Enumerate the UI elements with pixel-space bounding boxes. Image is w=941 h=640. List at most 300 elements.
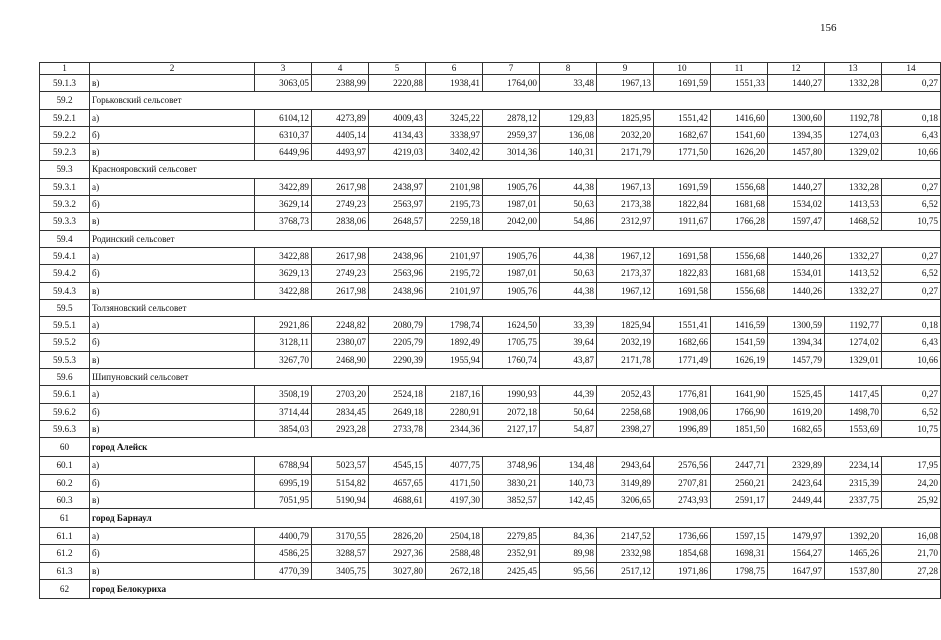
- value-cell: 1905,76: [483, 178, 540, 195]
- value-cell: 2352,91: [483, 545, 540, 562]
- value-cell: 2504,18: [426, 528, 483, 545]
- value-cell: 2617,98: [312, 247, 369, 264]
- value-cell: 2703,20: [312, 386, 369, 403]
- value-cell: 1682,66: [654, 334, 711, 351]
- value-cell: 1681,68: [711, 196, 768, 213]
- value-cell: 1556,68: [711, 282, 768, 299]
- value-cell: 2195,72: [426, 265, 483, 282]
- value-cell: 2588,48: [426, 545, 483, 562]
- section-title: Толзяновский сельсовет: [90, 299, 941, 316]
- value-cell: 1736,66: [654, 528, 711, 545]
- table-row: [40, 351, 941, 368]
- section-title: город Барнаул: [90, 509, 941, 528]
- value-cell: 2205,79: [369, 334, 426, 351]
- value-cell: 2943,64: [597, 457, 654, 474]
- table-row: [40, 334, 941, 351]
- value-cell: 2438,97: [369, 178, 426, 195]
- value-cell: 3014,36: [483, 144, 540, 161]
- section-row: [40, 230, 941, 247]
- value-cell: 2923,28: [312, 420, 369, 437]
- value-cell: 1990,93: [483, 386, 540, 403]
- row-code: 59.6.3: [40, 420, 90, 437]
- value-cell: 1534,01: [768, 265, 825, 282]
- value-cell: 1798,74: [426, 317, 483, 334]
- value-cell: 44,38: [540, 178, 597, 195]
- value-cell: 2468,90: [312, 351, 369, 368]
- value-cell: 2280,91: [426, 403, 483, 420]
- value-cell: 1192,77: [825, 317, 882, 334]
- value-cell: 1967,13: [597, 178, 654, 195]
- value-cell: 2749,23: [312, 265, 369, 282]
- value-cell: 2171,79: [597, 144, 654, 161]
- value-cell: 1641,90: [711, 386, 768, 403]
- row-variant: б): [90, 196, 255, 213]
- value-cell: 4770,39: [255, 562, 312, 579]
- row-variant: а): [90, 457, 255, 474]
- value-cell: 1457,80: [768, 144, 825, 161]
- value-cell: 6104,12: [255, 109, 312, 126]
- section-title: Родинский сельсовет: [90, 230, 941, 247]
- row-code: 59.6.1: [40, 386, 90, 403]
- value-cell: 1551,41: [654, 317, 711, 334]
- table-row: [40, 282, 941, 299]
- value-cell: 3422,88: [255, 247, 312, 264]
- value-cell: 2425,45: [483, 562, 540, 579]
- value-cell: 2447,71: [711, 457, 768, 474]
- value-cell: 1822,83: [654, 265, 711, 282]
- value-cell: 1525,45: [768, 386, 825, 403]
- value-cell: 1619,20: [768, 403, 825, 420]
- table-row: [40, 109, 941, 126]
- value-cell: 4273,89: [312, 109, 369, 126]
- section-code: 60: [40, 438, 90, 457]
- value-cell: 1691,58: [654, 282, 711, 299]
- row-code: 60.2: [40, 474, 90, 491]
- value-cell: 17,95: [882, 457, 941, 474]
- value-cell: 2449,44: [768, 491, 825, 508]
- value-cell: 4493,97: [312, 144, 369, 161]
- value-cell: 1996,89: [654, 420, 711, 437]
- value-cell: 2617,98: [312, 282, 369, 299]
- value-cell: 3830,21: [483, 474, 540, 491]
- section-code: 62: [40, 580, 90, 599]
- value-cell: 1274,03: [825, 126, 882, 143]
- value-cell: 6449,96: [255, 144, 312, 161]
- value-cell: 0,27: [882, 282, 941, 299]
- value-cell: 3245,22: [426, 109, 483, 126]
- value-cell: 1911,67: [654, 213, 711, 230]
- section-code: 59.6: [40, 369, 90, 386]
- value-cell: 1764,00: [483, 75, 540, 92]
- value-cell: 1416,59: [711, 317, 768, 334]
- value-cell: 6,52: [882, 265, 941, 282]
- value-cell: 6,52: [882, 196, 941, 213]
- value-cell: 1556,68: [711, 178, 768, 195]
- value-cell: 2332,98: [597, 545, 654, 562]
- value-cell: 1597,47: [768, 213, 825, 230]
- value-cell: 4197,30: [426, 491, 483, 508]
- value-cell: 0,18: [882, 109, 941, 126]
- section-row: [40, 161, 941, 178]
- value-cell: 1691,58: [654, 247, 711, 264]
- value-cell: 3206,65: [597, 491, 654, 508]
- value-cell: 1192,78: [825, 109, 882, 126]
- value-cell: 3748,96: [483, 457, 540, 474]
- value-cell: 4688,61: [369, 491, 426, 508]
- value-cell: 2220,88: [369, 75, 426, 92]
- row-variant: а): [90, 109, 255, 126]
- value-cell: 2290,39: [369, 351, 426, 368]
- value-cell: 5154,82: [312, 474, 369, 491]
- value-cell: 2959,37: [483, 126, 540, 143]
- value-cell: 1468,52: [825, 213, 882, 230]
- value-cell: 1682,65: [768, 420, 825, 437]
- value-cell: 25,92: [882, 491, 941, 508]
- value-cell: 3267,70: [255, 351, 312, 368]
- value-cell: 89,98: [540, 545, 597, 562]
- value-cell: 1776,81: [654, 386, 711, 403]
- value-cell: 1300,60: [768, 109, 825, 126]
- table-row: [40, 196, 941, 213]
- column-header: 10: [654, 63, 711, 75]
- value-cell: 4134,43: [369, 126, 426, 143]
- value-cell: 3063,05: [255, 75, 312, 92]
- section-code: 61: [40, 509, 90, 528]
- value-cell: 10,66: [882, 351, 941, 368]
- value-cell: 4405,14: [312, 126, 369, 143]
- value-cell: 2032,20: [597, 126, 654, 143]
- value-cell: 3629,14: [255, 196, 312, 213]
- value-cell: 1851,50: [711, 420, 768, 437]
- value-cell: 2438,96: [369, 282, 426, 299]
- value-cell: 2195,73: [426, 196, 483, 213]
- value-cell: 1854,68: [654, 545, 711, 562]
- value-cell: 140,73: [540, 474, 597, 491]
- value-cell: 1955,94: [426, 351, 483, 368]
- value-cell: 1537,80: [825, 562, 882, 579]
- row-code: 59.2.1: [40, 109, 90, 126]
- section-title: город Белокуриха: [90, 580, 941, 599]
- value-cell: 1971,86: [654, 562, 711, 579]
- value-cell: 2733,78: [369, 420, 426, 437]
- value-cell: 1332,27: [825, 247, 882, 264]
- value-cell: 1760,74: [483, 351, 540, 368]
- value-cell: 1892,49: [426, 334, 483, 351]
- column-header: 11: [711, 63, 768, 75]
- value-cell: 1332,27: [825, 282, 882, 299]
- value-cell: 2279,85: [483, 528, 540, 545]
- value-cell: 1392,20: [825, 528, 882, 545]
- value-cell: 2388,99: [312, 75, 369, 92]
- value-cell: 1551,42: [654, 109, 711, 126]
- row-variant: а): [90, 386, 255, 403]
- row-variant: б): [90, 265, 255, 282]
- value-cell: 6,43: [882, 126, 941, 143]
- value-cell: 1822,84: [654, 196, 711, 213]
- value-cell: 4545,15: [369, 457, 426, 474]
- value-cell: 1938,41: [426, 75, 483, 92]
- value-cell: 1274,02: [825, 334, 882, 351]
- value-cell: 2826,20: [369, 528, 426, 545]
- value-cell: 4171,50: [426, 474, 483, 491]
- table-row: [40, 420, 941, 437]
- column-header: 12: [768, 63, 825, 75]
- column-header: 6: [426, 63, 483, 75]
- row-code: 61.2: [40, 545, 90, 562]
- row-code: 59.3.3: [40, 213, 90, 230]
- value-cell: 1541,59: [711, 334, 768, 351]
- value-cell: 50,63: [540, 265, 597, 282]
- value-cell: 3170,55: [312, 528, 369, 545]
- row-variant: в): [90, 75, 255, 92]
- row-code: 59.4.3: [40, 282, 90, 299]
- value-cell: 2398,27: [597, 420, 654, 437]
- row-code: 60.3: [40, 491, 90, 508]
- value-cell: 2248,82: [312, 317, 369, 334]
- row-variant: б): [90, 474, 255, 491]
- value-cell: 1457,79: [768, 351, 825, 368]
- value-cell: 1681,68: [711, 265, 768, 282]
- row-code: 61.1: [40, 528, 90, 545]
- value-cell: 1332,28: [825, 178, 882, 195]
- value-cell: 1825,94: [597, 317, 654, 334]
- header-row: [40, 63, 941, 75]
- value-cell: 1465,26: [825, 545, 882, 562]
- value-cell: 2032,19: [597, 334, 654, 351]
- value-cell: 1551,33: [711, 75, 768, 92]
- row-variant: в): [90, 491, 255, 508]
- section-row: [40, 369, 941, 386]
- value-cell: 16,08: [882, 528, 941, 545]
- value-cell: 2517,12: [597, 562, 654, 579]
- section-code: 59.3: [40, 161, 90, 178]
- value-cell: 3422,88: [255, 282, 312, 299]
- row-code: 59.2.3: [40, 144, 90, 161]
- value-cell: 4077,75: [426, 457, 483, 474]
- value-cell: 39,64: [540, 334, 597, 351]
- value-cell: 2749,23: [312, 196, 369, 213]
- value-cell: 2315,39: [825, 474, 882, 491]
- value-cell: 1798,75: [711, 562, 768, 579]
- column-header: 14: [882, 63, 941, 75]
- table-row: [40, 474, 941, 491]
- value-cell: 2344,36: [426, 420, 483, 437]
- value-cell: 2921,86: [255, 317, 312, 334]
- value-cell: 2173,37: [597, 265, 654, 282]
- value-cell: 1905,76: [483, 247, 540, 264]
- table-row: [40, 75, 941, 92]
- value-cell: 0,27: [882, 178, 941, 195]
- value-cell: 1626,19: [711, 351, 768, 368]
- row-code: 59.4.2: [40, 265, 90, 282]
- value-cell: 1771,50: [654, 144, 711, 161]
- table-row: [40, 562, 941, 579]
- value-cell: 21,70: [882, 545, 941, 562]
- value-cell: 1624,50: [483, 317, 540, 334]
- value-cell: 3149,89: [597, 474, 654, 491]
- value-cell: 1332,28: [825, 75, 882, 92]
- page-number: 156: [820, 22, 837, 34]
- value-cell: 3852,57: [483, 491, 540, 508]
- value-cell: 3714,44: [255, 403, 312, 420]
- table-row: [40, 144, 941, 161]
- value-cell: 3128,11: [255, 334, 312, 351]
- value-cell: 27,28: [882, 562, 941, 579]
- value-cell: 2101,97: [426, 247, 483, 264]
- column-header: 3: [255, 63, 312, 75]
- value-cell: 1416,60: [711, 109, 768, 126]
- value-cell: 1440,26: [768, 247, 825, 264]
- value-cell: 1440,27: [768, 178, 825, 195]
- table-row: [40, 545, 941, 562]
- value-cell: 33,48: [540, 75, 597, 92]
- value-cell: 2672,18: [426, 562, 483, 579]
- value-cell: 2101,98: [426, 178, 483, 195]
- value-cell: 1705,75: [483, 334, 540, 351]
- value-cell: 95,56: [540, 562, 597, 579]
- row-code: 61.3: [40, 562, 90, 579]
- row-variant: а): [90, 247, 255, 264]
- column-header: 2: [90, 63, 255, 75]
- value-cell: 2101,97: [426, 282, 483, 299]
- value-cell: 1967,13: [597, 75, 654, 92]
- value-cell: 50,63: [540, 196, 597, 213]
- value-cell: 5023,57: [312, 457, 369, 474]
- row-variant: а): [90, 528, 255, 545]
- column-header: 8: [540, 63, 597, 75]
- value-cell: 1597,15: [711, 528, 768, 545]
- value-cell: 142,45: [540, 491, 597, 508]
- row-code: 59.4.1: [40, 247, 90, 264]
- value-cell: 1691,59: [654, 75, 711, 92]
- value-cell: 1691,59: [654, 178, 711, 195]
- value-cell: 1771,49: [654, 351, 711, 368]
- value-cell: 2127,17: [483, 420, 540, 437]
- value-cell: 54,87: [540, 420, 597, 437]
- value-cell: 2329,89: [768, 457, 825, 474]
- value-cell: 50,64: [540, 403, 597, 420]
- value-cell: 2380,07: [312, 334, 369, 351]
- row-variant: б): [90, 126, 255, 143]
- value-cell: 2838,06: [312, 213, 369, 230]
- value-cell: 0,27: [882, 75, 941, 92]
- value-cell: 2834,45: [312, 403, 369, 420]
- row-variant: б): [90, 403, 255, 420]
- value-cell: 1825,95: [597, 109, 654, 126]
- row-code: 59.5.1: [40, 317, 90, 334]
- table-row: [40, 247, 941, 264]
- section-title: Шипуновский сельсовет: [90, 369, 941, 386]
- value-cell: 2259,18: [426, 213, 483, 230]
- value-cell: 1682,67: [654, 126, 711, 143]
- value-cell: 1394,35: [768, 126, 825, 143]
- value-cell: 3629,13: [255, 265, 312, 282]
- value-cell: 44,38: [540, 247, 597, 264]
- value-cell: 3027,80: [369, 562, 426, 579]
- value-cell: 2147,52: [597, 528, 654, 545]
- table-row: [40, 403, 941, 420]
- row-code: 59.3.1: [40, 178, 90, 195]
- value-cell: 1908,06: [654, 403, 711, 420]
- value-cell: 2072,18: [483, 403, 540, 420]
- row-code: 59.5.3: [40, 351, 90, 368]
- value-cell: 3508,19: [255, 386, 312, 403]
- value-cell: 2524,18: [369, 386, 426, 403]
- row-code: 59.2.2: [40, 126, 90, 143]
- column-header: 1: [40, 63, 90, 75]
- value-cell: 2927,36: [369, 545, 426, 562]
- table-row: [40, 126, 941, 143]
- row-variant: в): [90, 562, 255, 579]
- value-cell: 2042,00: [483, 213, 540, 230]
- row-variant: б): [90, 334, 255, 351]
- column-header: 4: [312, 63, 369, 75]
- value-cell: 136,08: [540, 126, 597, 143]
- value-cell: 54,86: [540, 213, 597, 230]
- value-cell: 1413,52: [825, 265, 882, 282]
- value-cell: 1967,12: [597, 247, 654, 264]
- value-cell: 1440,26: [768, 282, 825, 299]
- value-cell: 1534,02: [768, 196, 825, 213]
- value-cell: 6310,37: [255, 126, 312, 143]
- value-cell: 2878,12: [483, 109, 540, 126]
- value-cell: 3338,97: [426, 126, 483, 143]
- value-cell: 4586,25: [255, 545, 312, 562]
- value-cell: 1905,76: [483, 282, 540, 299]
- value-cell: 1329,02: [825, 144, 882, 161]
- row-variant: в): [90, 351, 255, 368]
- value-cell: 44,39: [540, 386, 597, 403]
- value-cell: 3768,73: [255, 213, 312, 230]
- row-variant: а): [90, 178, 255, 195]
- value-cell: 1417,45: [825, 386, 882, 403]
- value-cell: 1626,20: [711, 144, 768, 161]
- value-cell: 1967,12: [597, 282, 654, 299]
- value-cell: 2187,16: [426, 386, 483, 403]
- value-cell: 2649,18: [369, 403, 426, 420]
- value-cell: 10,75: [882, 420, 941, 437]
- value-cell: 33,39: [540, 317, 597, 334]
- value-cell: 1413,53: [825, 196, 882, 213]
- table-row: [40, 178, 941, 195]
- value-cell: 2576,56: [654, 457, 711, 474]
- row-code: 59.1.3: [40, 75, 90, 92]
- row-variant: в): [90, 420, 255, 437]
- value-cell: 2423,64: [768, 474, 825, 491]
- table-row: [40, 386, 941, 403]
- value-cell: 2052,43: [597, 386, 654, 403]
- value-cell: 3422,89: [255, 178, 312, 195]
- value-cell: 1987,01: [483, 265, 540, 282]
- value-cell: 2563,96: [369, 265, 426, 282]
- value-cell: 1647,97: [768, 562, 825, 579]
- value-cell: 1394,34: [768, 334, 825, 351]
- value-cell: 129,83: [540, 109, 597, 126]
- value-cell: 2591,17: [711, 491, 768, 508]
- tariff-table: [39, 62, 941, 599]
- value-cell: 4219,03: [369, 144, 426, 161]
- section-row: [40, 299, 941, 316]
- value-cell: 44,38: [540, 282, 597, 299]
- section-code: 59.4: [40, 230, 90, 247]
- section-code: 59.2: [40, 92, 90, 109]
- section-title: Горьковский сельсовет: [90, 92, 941, 109]
- table-row: [40, 457, 941, 474]
- row-code: 59.5.2: [40, 334, 90, 351]
- column-header: 9: [597, 63, 654, 75]
- value-cell: 1698,31: [711, 545, 768, 562]
- value-cell: 1766,28: [711, 213, 768, 230]
